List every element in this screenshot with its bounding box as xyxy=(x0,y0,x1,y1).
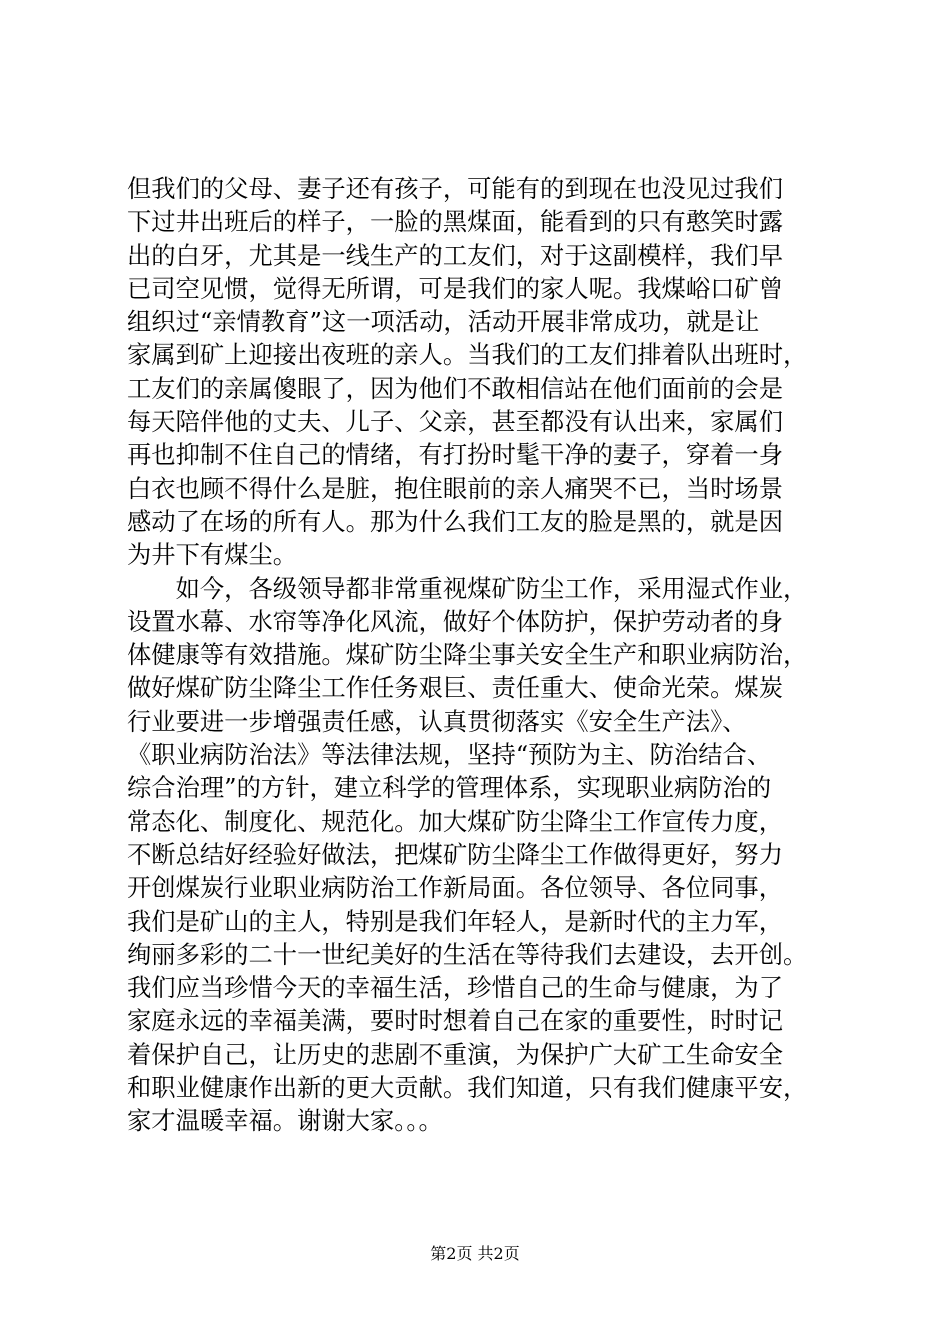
text-line: 《职业病防治法》等法律法规，坚持“预防为主、防治结合、 xyxy=(127,740,772,770)
text-line: 但我们的父母、妻子还有孩子，可能有的到现在也没见过我们 xyxy=(127,174,784,203)
text-line: 我们应当珍惜今天的幸福生活，珍惜自己的生命与健康，为了 xyxy=(127,973,784,1003)
text-line: 常态化、制度化、规范化。加大煤矿防尘降尘工作宣传力度， xyxy=(127,806,784,836)
text-line: 体健康等有效措施。煤矿防尘降尘事关安全生产和职业病防治， xyxy=(127,640,808,670)
text-line: 绚丽多彩的二十一世纪美好的生活在等待我们去建设，去开创。 xyxy=(127,939,808,969)
text-line: 家属到矿上迎接出夜班的亲人。当我们的工友们排着队出班时， xyxy=(127,340,808,370)
text-line: 设置水幕、水帘等净化风流，做好个体防护，保护劳动者的身 xyxy=(127,606,784,636)
text-line: 家才温暖幸福。谢谢大家。。。 xyxy=(127,1106,443,1136)
text-line: 为井下有煤尘。 xyxy=(127,540,298,570)
body-text xyxy=(127,172,827,1138)
text-line: 和职业健康作出新的更大贡献。我们知道，只有我们健康平安， xyxy=(127,1073,808,1103)
text-line: 组织过“亲情教育”这一项活动，活动开展非常成功，就是让 xyxy=(127,307,760,337)
text-line: 白衣也顾不得什么是脏，抱住眼前的亲人痛哭不已，当时场景 xyxy=(127,473,784,503)
text-line: 行业要进一步增强责任感，认真贯彻落实《安全生产法》、 xyxy=(127,706,747,736)
text-line: 我们是矿山的主人，特别是我们年轻人，是新时代的主力军， xyxy=(127,906,784,936)
text-line: 每天陪伴他的丈夫、儿子、父亲，甚至都没有认出来，家属们 xyxy=(127,407,784,437)
text-line: 已司空见惯，觉得无所谓，可是我们的家人呢。我煤峪口矿曾 xyxy=(127,273,784,303)
text-line: 着保护自己，让历史的悲剧不重演，为保护广大矿工生命安全 xyxy=(127,1039,784,1069)
text-line: 做好煤矿防尘降尘工作任务艰巨、责任重大、使命光荣。煤炭 xyxy=(127,673,784,703)
text-line: 如今，各级领导都非常重视煤矿防尘工作，采用湿式作业， xyxy=(127,573,808,603)
text-line: 再也抑制不住自己的情绪，有打扮时髦干净的妻子，穿着一身 xyxy=(127,440,784,470)
text-line: 综合治理”的方针，建立科学的管理体系，实现职业病防治的 xyxy=(127,773,772,803)
text-line: 下过井出班后的样子，一脸的黑煤面，能看到的只有憨笑时露 xyxy=(127,207,784,237)
text-line: 感动了在场的所有人。那为什么我们工友的脸是黑的，就是因 xyxy=(127,506,784,536)
text-line: 不断总结好经验好做法，把煤矿防尘降尘工作做得更好，努力 xyxy=(127,839,784,869)
text-line: 出的白牙，尤其是一线生产的工友们，对于这副模样，我们早 xyxy=(127,240,784,270)
text-line: 工友们的亲属傻眼了，因为他们不敢相信站在他们面前的会是 xyxy=(127,373,784,403)
text-line: 开创煤炭行业职业病防治工作新局面。各位领导、各位同事， xyxy=(127,873,784,903)
page-footer: 第2页 共2页 xyxy=(430,1244,520,1263)
text-line: 家庭永远的幸福美满，要时时想着自己在家的重要性，时时记 xyxy=(127,1006,784,1036)
